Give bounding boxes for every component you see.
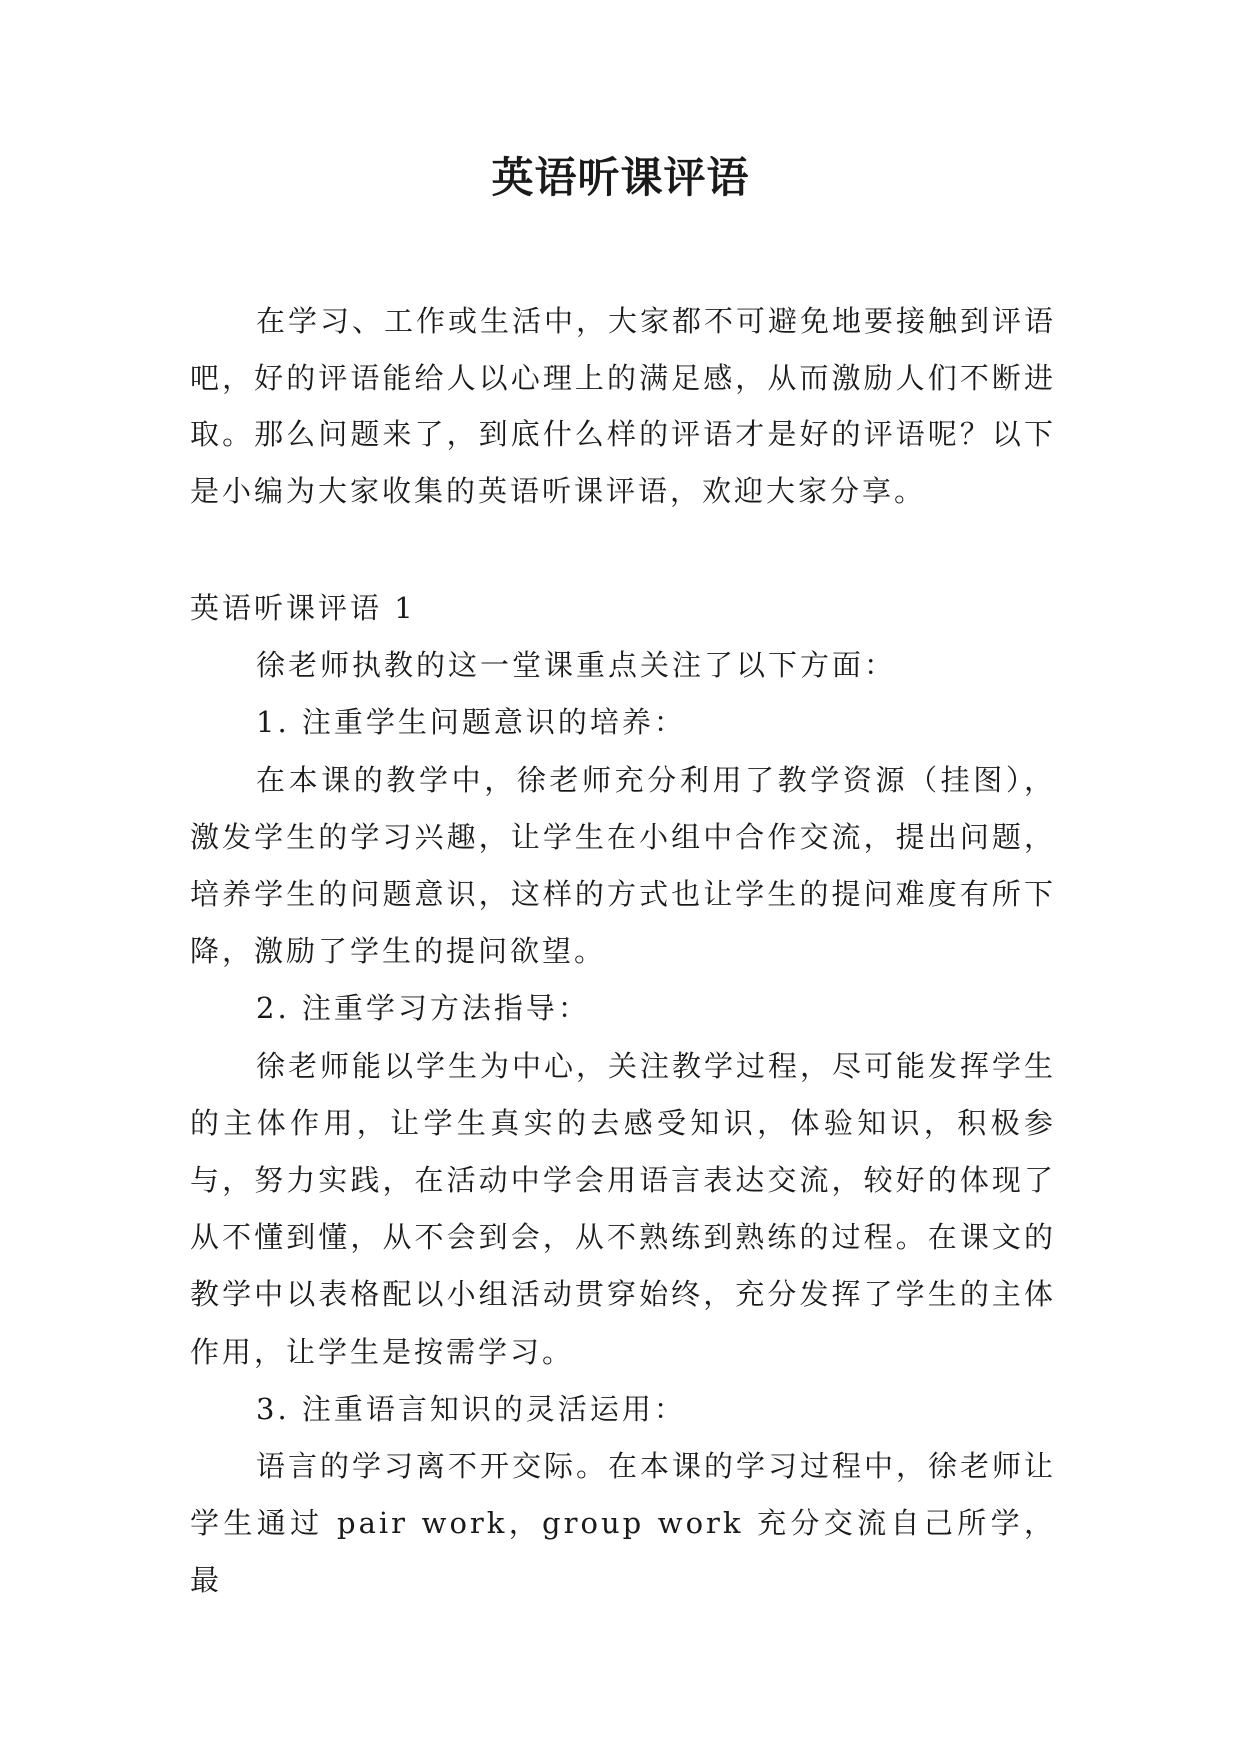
section-heading: 英语听课评语 1: [190, 591, 416, 625]
page-title: 英语听课评语: [491, 153, 750, 202]
point-2-title: 2. 注重学习方法指导：: [256, 991, 590, 1026]
section-1: [190, 580, 1056, 1610]
point-3-title: 3. 注重语言知识的灵活运用：: [256, 1391, 686, 1426]
point-2-body: 徐老师能以学生为中心，关注教学过程，尽可能发挥学生的主体作用，让学生真实的去感受知识，体验知识，积极参与，努力实践，在活动中学会用语言表达交流，较好的体现了从不懂到懂，从不会到会，从不熟练到熟练的过程。在课文的教学中以表格配以小组活动贯穿始终，充分发挥了学生的主体作用，让学生是按需学习。: [190, 1048, 1057, 1369]
point-1-body: 在本课的教学中，徐老师充分利用了教学资源（挂图），激发学生的学习兴趣，让学生在小组中合作交流，提出问题，培养学生的问题意识，这样的方式也让学生的提问难度有所下降，激励了学生的提问欲望。: [190, 762, 1056, 969]
intro-paragraph: 在学习、工作或生活中，大家都不可避免地要接触到评语吧，好的评语能给人以心理上的满足感，从而激励人们不断进取。那么问题来了，到底什么样的评语才是好的评语呢？以下是小编为大家收集的英语听课评语，欢迎大家分享。: [190, 304, 1057, 508]
point-3-body: 语言的学习离不开交际。在本课的学习过程中，徐老师让学生通过 pair work，group work 充分交流自己所学，最: [190, 1449, 1057, 1598]
point-1-title: 1. 注重学生问题意识的培养：: [256, 705, 686, 740]
section-lead: 徐老师执教的这一堂课重点关注了以下方面：: [256, 648, 897, 683]
